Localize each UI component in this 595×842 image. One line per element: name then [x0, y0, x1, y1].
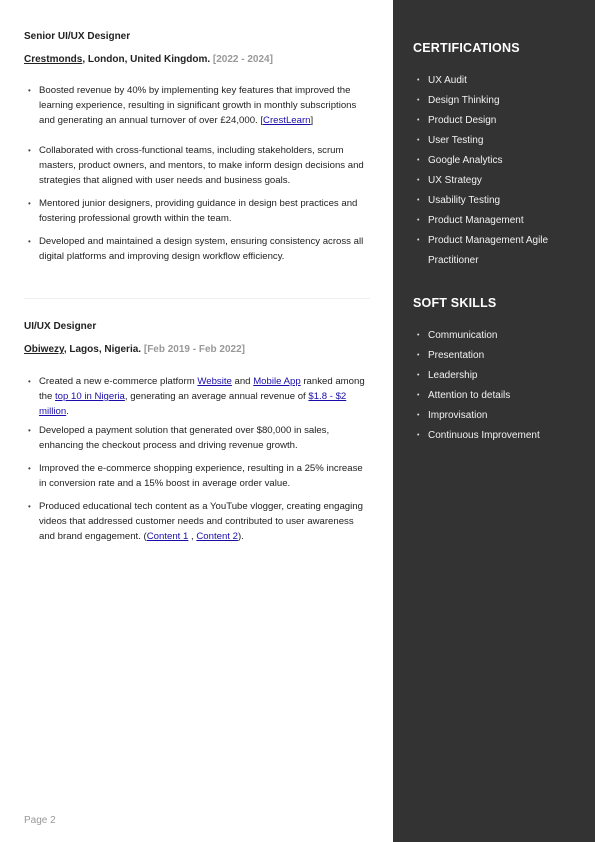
website-link[interactable]: Website: [197, 376, 232, 387]
certification-item: • UX Strategy: [413, 171, 583, 191]
skill-item: • Leadership: [413, 366, 583, 386]
certifications-heading: CERTIFICATIONS: [413, 41, 520, 55]
crestlearn-link[interactable]: CrestLearn: [263, 115, 311, 126]
skill-item: • Attention to details: [413, 386, 583, 406]
top-10-link[interactable]: top 10 in Nigeria: [55, 391, 125, 402]
list-item: [24, 83, 370, 128]
company-name: Crestmonds: [24, 54, 83, 65]
main-column: [24, 0, 370, 842]
bullet-text: ).: [237, 531, 244, 542]
bullet-text: Created a new e-commerce platform: [39, 376, 198, 387]
company-line: [24, 344, 245, 355]
skill-item: • Communication: [413, 326, 583, 346]
bullet-text: .: [66, 406, 69, 417]
company-location: , Lagos, Nigeria.: [63, 344, 142, 355]
content-1-link[interactable]: Content 1: [146, 531, 189, 542]
skill-item: • Continuous Improvement: [413, 426, 583, 446]
bullet-text: ,: [188, 531, 197, 542]
skill-item: • Presentation: [413, 346, 583, 366]
bullet-text: Produced educational tech content as a YouTube vlogger, creating engaging videos that addressed customer needs and contributed to user awareness and brand engagement. (: [39, 501, 363, 542]
certification-item: • Design Thinking: [413, 91, 583, 111]
company-name: Obiwezy: [24, 344, 64, 355]
company-location: , London, United Kingdom.: [82, 54, 211, 65]
certifications-list: [413, 71, 583, 271]
bullet-text: and: [231, 376, 254, 387]
job-dates: [Feb 2019 - Feb 2022]: [143, 344, 246, 355]
mobile-app-link[interactable]: Mobile App: [253, 376, 301, 387]
certification-item: • UX Audit: [413, 71, 583, 91]
sidebar: [393, 0, 595, 842]
bullet-text: Boosted revenue by 40% by implementing key features that improved the learning experience, resulting in significant growth in monthly subscriptions and generating an annual turnover of over £24,000.: [39, 85, 357, 126]
list-item: • Collaborated with cross-functional teams, including stakeholders, scrum masters, product owners, and mentors, to make inform design decisions and strategies that aligned with user needs and business goals.: [24, 143, 370, 188]
list-item: • Mentored junior designers, providing guidance in design best practices and fostering professional growth within the team.: [24, 196, 370, 226]
soft-skills-list: [413, 326, 583, 446]
bracket: ]: [310, 115, 314, 126]
list-item: • Improved the e-commerce shopping experience, resulting in a 25% increase in conversion rate and a 15% boost in average order value.: [24, 461, 370, 491]
certification-item: • User Testing: [413, 131, 583, 151]
certification-item: • Product Design: [413, 111, 583, 131]
bracket: [: [260, 115, 264, 126]
list-item: • Developed a payment solution that generated over $80,000 in sales, enhancing the checkout process and driving revenue growth.: [24, 423, 370, 453]
list-item: [24, 499, 370, 544]
job-dates: [2022 - 2024]: [212, 54, 273, 65]
section-divider: [24, 298, 370, 299]
certification-item: • Product Management: [413, 211, 583, 231]
soft-skills-heading: SOFT SKILLS: [413, 296, 497, 310]
list-item: [24, 374, 370, 419]
revenue-link[interactable]: $1.8 - $2 million: [39, 391, 347, 417]
content-2-link[interactable]: Content 2: [196, 531, 238, 542]
certification-item: • Usability Testing: [413, 191, 583, 211]
job-bullets: [24, 374, 370, 544]
skill-item: • Improvisation: [413, 406, 583, 426]
job-title: Senior UI/UX Designer: [24, 31, 131, 42]
bullet-text: , generating an average annual revenue of: [124, 391, 309, 402]
company-line: [24, 54, 273, 65]
job-title: UI/UX Designer: [24, 321, 97, 332]
bullet-text: ranked among the: [39, 376, 365, 402]
page-number: Page 2: [24, 815, 56, 826]
certification-item: • Google Analytics: [413, 151, 583, 171]
list-item: • Developed and maintained a design system, ensuring consistency across all digital platforms and improving design workflow efficiency.: [24, 234, 370, 264]
job-bullets: [24, 83, 370, 264]
certification-item: • Product Management Agile Practitioner: [413, 231, 583, 271]
